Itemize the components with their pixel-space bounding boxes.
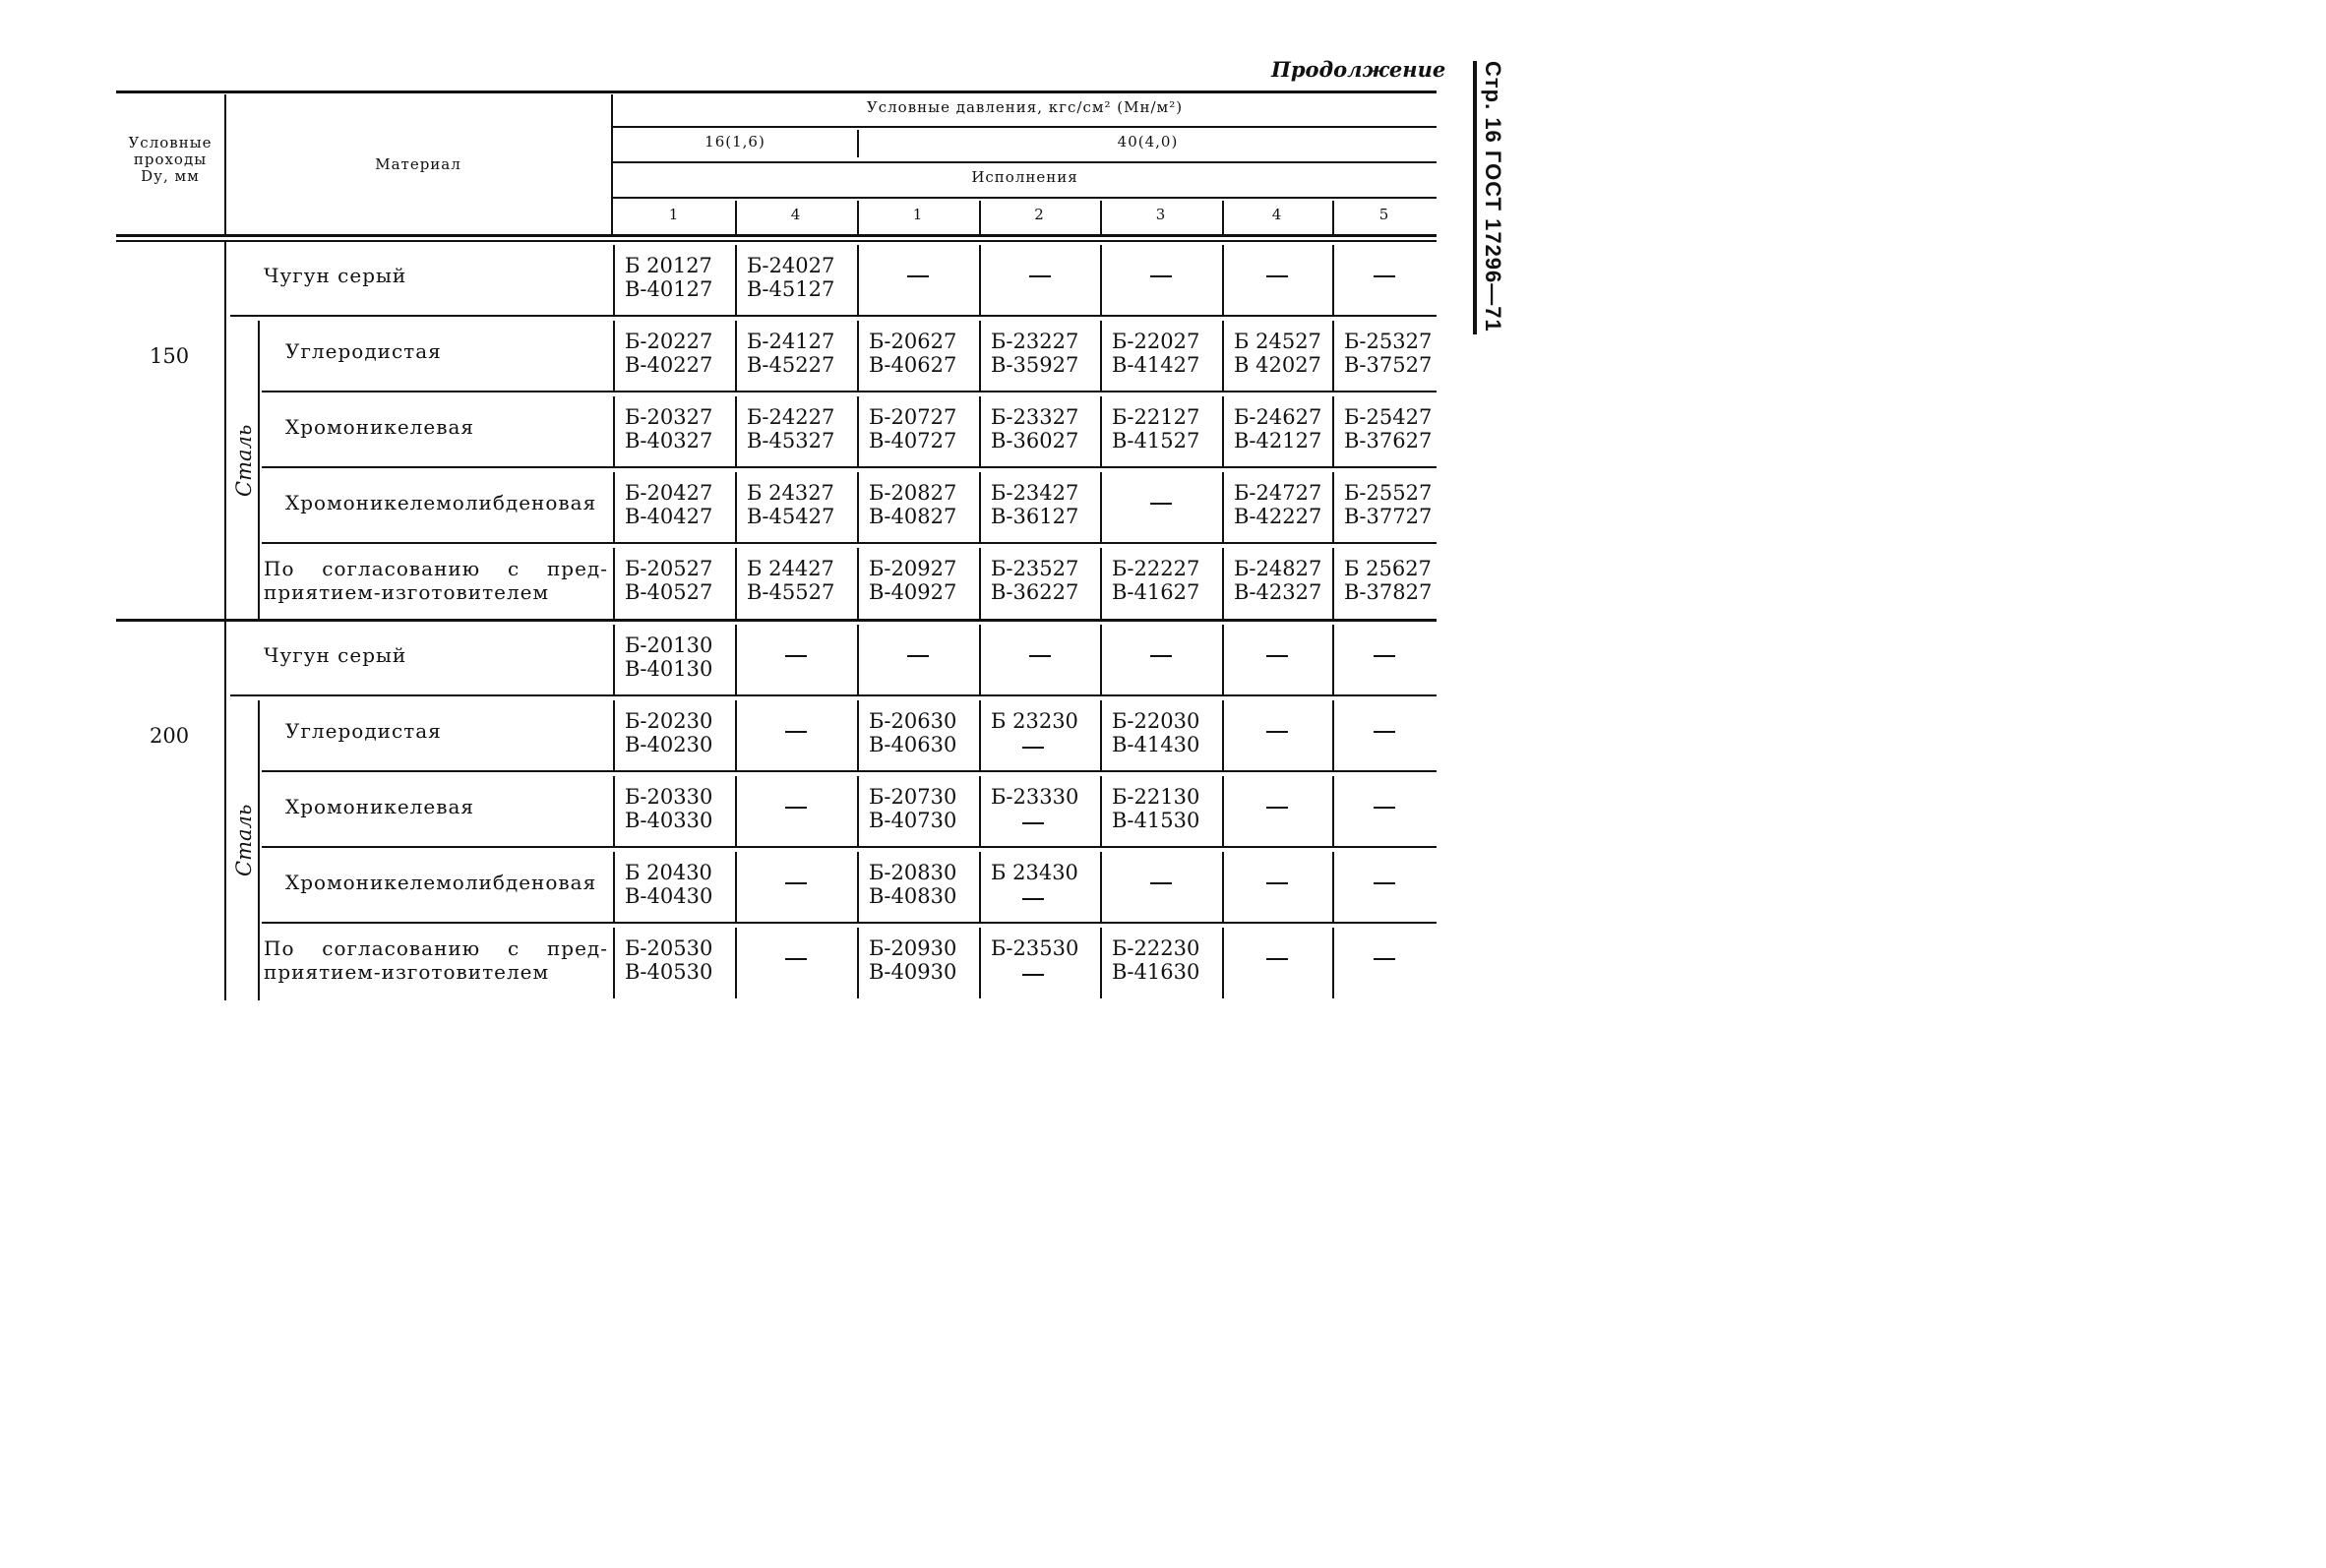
designation-cell-line2: В-37527: [1344, 352, 1433, 377]
empty-dash: [1266, 275, 1288, 277]
designation-cell-line1: Б 20127: [625, 253, 712, 277]
cell-divider: [1332, 776, 1334, 846]
cell-divider: [857, 776, 859, 846]
cell-divider: [735, 472, 737, 542]
cell-divider: [1100, 321, 1102, 391]
header-bottom-rule-2: [116, 240, 1437, 242]
designation-cell-line1: Б 20430: [625, 860, 712, 884]
cell-divider: [1332, 396, 1334, 466]
cell-divider: [613, 245, 615, 315]
designation-cell-line2: В-35927: [991, 352, 1079, 377]
designation-cell-line1: Б 23230: [991, 708, 1078, 733]
cell-divider: [979, 245, 981, 315]
designation-cell-line2: В-45127: [747, 276, 835, 301]
material-name: Углеродистая: [285, 718, 442, 743]
designation-cell-line2: В-42327: [1234, 580, 1322, 604]
cell-divider: [1222, 928, 1224, 998]
empty-dash: [1374, 807, 1395, 809]
empty-dash: [1029, 655, 1051, 657]
dn-divider: [224, 621, 226, 1000]
cell-divider: [613, 700, 615, 770]
cell-divider: [1100, 928, 1102, 998]
designation-cell-line2: В-40230: [625, 732, 713, 756]
empty-dash: [907, 655, 929, 657]
material-name-line1: По согласованию с пред-: [264, 557, 608, 580]
designation-cell-line1: Б-20330: [625, 784, 713, 809]
cell-divider: [735, 548, 737, 619]
designation-cell-line2: В-40327: [625, 428, 713, 452]
material-name: Хромоникелемолибденовая: [285, 490, 597, 514]
designation-cell-line1: Б-20927: [869, 557, 957, 580]
designation-cell-line1: Б-22230: [1112, 936, 1200, 960]
designation-cell-line2: В-41530: [1112, 808, 1200, 832]
cell-divider: [1332, 245, 1334, 315]
designation-cell-line1: Б-22027: [1112, 329, 1200, 353]
group-divider: [116, 619, 1437, 622]
designation-cell-line1: Б-20527: [625, 557, 713, 580]
cell-divider: [1222, 321, 1224, 391]
empty-dash: [1374, 275, 1395, 277]
cell-divider: [857, 396, 859, 466]
designation-cell-line2: В-37727: [1344, 504, 1433, 528]
designation-cell-line1: Б-20830: [869, 860, 957, 884]
empty-dash: [1022, 898, 1044, 900]
designation-cell-line1: Б 23430: [991, 860, 1078, 884]
designation-cell-line2: В-40430: [625, 883, 713, 908]
material-header: Материал: [375, 155, 461, 173]
cell-divider: [1332, 852, 1334, 922]
designation-cell-line2: В-40330: [625, 808, 713, 832]
cell-divider: [857, 321, 859, 391]
version-col-divider: [1100, 201, 1102, 234]
row-rule: [262, 922, 1437, 924]
designation-cell-line1: Б-23427: [991, 480, 1079, 505]
designation-cell-line2: В-40130: [625, 656, 713, 681]
version-col-header: 4: [790, 206, 802, 223]
cell-divider: [613, 625, 615, 694]
cell-divider: [857, 472, 859, 542]
material-name: [264, 936, 608, 984]
designation-cell-line2: В-42127: [1234, 428, 1322, 452]
designation-cell-line1: Б-20730: [869, 784, 957, 809]
designation-cell-line2: В-40730: [869, 808, 957, 832]
empty-dash: [1374, 655, 1395, 657]
designation-cell-line1: Б-23527: [991, 557, 1079, 580]
nominal-bore-header: Условные проходы Dу, мм: [128, 134, 213, 185]
nominal-bore-value: 150: [150, 344, 190, 368]
designation-cell-line2: В-45427: [747, 504, 835, 528]
cell-divider: [735, 321, 737, 391]
empty-dash: [1150, 275, 1172, 277]
cell-divider: [1100, 852, 1102, 922]
designation-cell-line1: Б-24227: [747, 404, 835, 429]
cell-divider: [735, 700, 737, 770]
designation-cell-line1: Б-20630: [869, 708, 957, 733]
designation-cell-line2: В-45227: [747, 352, 835, 377]
material-name: Хромоникелемолибденовая: [285, 870, 597, 894]
cell-divider: [1222, 776, 1224, 846]
designation-cell-line1: Б-20627: [869, 329, 957, 353]
designation-cell-line1: Б-25327: [1344, 329, 1433, 353]
material-name: Хромоникелевая: [285, 794, 475, 818]
designation-cell-line1: Б-20727: [869, 404, 957, 429]
version-col-header: 1: [668, 206, 680, 223]
designation-cell-line2: В-37627: [1344, 428, 1433, 452]
empty-dash: [1150, 882, 1172, 884]
pressure-40-header: 40(4,0): [1117, 133, 1179, 151]
version-col-divider: [1222, 201, 1224, 234]
designation-cell-line1: Б 24527: [1234, 329, 1321, 353]
cell-divider: [1332, 472, 1334, 542]
designation-cell-line1: Б-20930: [869, 936, 957, 960]
empty-dash: [1150, 503, 1172, 505]
cell-divider: [1332, 548, 1334, 619]
cell-divider: [857, 625, 859, 694]
cell-divider: [1222, 700, 1224, 770]
cell-divider: [613, 928, 615, 998]
designation-cell-line2: В-40727: [869, 428, 957, 452]
empty-dash: [1022, 747, 1044, 749]
designation-cell-line2: В-41527: [1112, 428, 1200, 452]
cell-divider: [979, 625, 981, 694]
cell-divider: [1222, 625, 1224, 694]
cell-divider: [613, 321, 615, 391]
designation-cell-line2: В-41627: [1112, 580, 1200, 604]
cell-divider: [979, 776, 981, 846]
cell-divider: [1222, 548, 1224, 619]
designation-cell-line1: Б-23330: [991, 784, 1079, 809]
cell-divider: [1222, 472, 1224, 542]
header-rule-pressure: [613, 126, 1437, 128]
designation-cell-line1: Б-24727: [1234, 480, 1322, 505]
versions-header: Исполнения: [971, 168, 1078, 186]
designation-cell-line2: В-45527: [747, 580, 835, 604]
designation-cell-line2: В-45327: [747, 428, 835, 452]
continuation-label: Продолжение: [1271, 57, 1446, 82]
steel-group-label: Сталь: [232, 804, 256, 876]
row-rule: [230, 694, 1437, 696]
empty-dash: [785, 958, 807, 960]
cell-divider: [857, 245, 859, 315]
material-name: Углеродистая: [285, 338, 442, 363]
designation-cell-line1: Б-22127: [1112, 404, 1200, 429]
designation-cell-line2: В-41430: [1112, 732, 1200, 756]
header-rule-pressure-values: [613, 161, 1437, 163]
cell-divider: [735, 245, 737, 315]
steel-group-label: Сталь: [232, 424, 256, 497]
empty-dash: [1374, 882, 1395, 884]
designation-cell-line1: Б 24427: [747, 557, 834, 580]
version-col-divider: [1332, 201, 1334, 234]
empty-dash: [1029, 275, 1051, 277]
version-col-divider: [735, 201, 737, 234]
cell-divider: [1222, 396, 1224, 466]
version-col-header: 5: [1378, 206, 1390, 223]
designation-cell-line1: Б-22130: [1112, 784, 1200, 809]
cell-divider: [1100, 700, 1102, 770]
nominal-bore-value: 200: [150, 724, 190, 748]
row-rule: [262, 542, 1437, 544]
designation-cell-line1: Б-20530: [625, 936, 713, 960]
designation-cell-line1: Б-20827: [869, 480, 957, 505]
version-col-header: 3: [1155, 206, 1167, 223]
side-page-header: Стр. 16 ГОСТ 17296—71: [1481, 61, 1505, 332]
designation-cell-line2: В-37827: [1344, 580, 1433, 604]
cell-divider: [1100, 625, 1102, 694]
cell-divider: [1332, 700, 1334, 770]
cell-divider: [1100, 776, 1102, 846]
designation-cell-line1: Б-24127: [747, 329, 835, 353]
cell-divider: [979, 700, 981, 770]
cell-divider: [1222, 245, 1224, 315]
designation-cell-line1: Б-25527: [1344, 480, 1433, 505]
cell-divider: [1100, 396, 1102, 466]
material-name: [264, 557, 608, 604]
row-rule: [262, 770, 1437, 772]
designation-cell-line1: Б-24027: [747, 253, 835, 277]
empty-dash: [1374, 731, 1395, 733]
cell-divider: [1332, 321, 1334, 391]
designation-cell-line2: В-36227: [991, 580, 1079, 604]
material-name-line1: По согласованию с пред-: [264, 936, 608, 960]
designation-cell-line1: Б-23227: [991, 329, 1079, 353]
steel-divider: [258, 700, 260, 1000]
version-col-divider: [857, 201, 859, 234]
designation-cell-line1: Б-20130: [625, 633, 713, 657]
header-rule-versions: [613, 197, 1437, 199]
cell-divider: [1100, 245, 1102, 315]
designation-cell-line1: Б-25427: [1344, 404, 1433, 429]
empty-dash: [1266, 731, 1288, 733]
cell-divider: [613, 548, 615, 619]
empty-dash: [1266, 958, 1288, 960]
material-name: Чугун серый: [264, 642, 407, 667]
cell-divider: [1332, 928, 1334, 998]
steel-divider: [258, 321, 260, 621]
designation-cell-line2: В-40930: [869, 960, 957, 984]
cell-divider: [735, 852, 737, 922]
header-bottom-rule: [116, 234, 1437, 237]
cell-divider: [979, 852, 981, 922]
empty-dash: [785, 807, 807, 809]
designation-cell-line1: Б 25627: [1344, 557, 1432, 580]
dn-divider: [224, 241, 226, 621]
empty-dash: [785, 655, 807, 657]
designation-cell-line2: В-40630: [869, 732, 957, 756]
designation-cell-line1: Б-23327: [991, 404, 1079, 429]
empty-dash: [1150, 655, 1172, 657]
side-rule: [1473, 61, 1477, 334]
pressure-header: Условные давления, кгс/см² (Мн/м²): [866, 98, 1184, 116]
designation-cell-line2: В-41630: [1112, 960, 1200, 984]
pressure-16-header: 16(1,6): [704, 133, 765, 151]
empty-dash: [1022, 974, 1044, 976]
designation-cell-line1: Б-23530: [991, 936, 1079, 960]
designation-cell-line2: В-40127: [625, 276, 713, 301]
cell-divider: [613, 776, 615, 846]
empty-dash: [1266, 807, 1288, 809]
designation-cell-line1: Б-24827: [1234, 557, 1322, 580]
version-col-header: 1: [912, 206, 924, 223]
designation-cell-line1: Б-20327: [625, 404, 713, 429]
designation-cell-line2: В-42227: [1234, 504, 1322, 528]
designation-cell-line2: В-40827: [869, 504, 957, 528]
cell-divider: [979, 928, 981, 998]
designation-cell-line2: В-40530: [625, 960, 713, 984]
cell-divider: [1100, 472, 1102, 542]
empty-dash: [907, 275, 929, 277]
designation-cell-line2: В-40830: [869, 883, 957, 908]
designation-cell-line1: Б 24327: [747, 480, 834, 505]
row-rule: [262, 846, 1437, 848]
empty-dash: [1022, 822, 1044, 824]
designation-cell-line2: В-40527: [625, 580, 713, 604]
table-top-rule: [116, 90, 1437, 93]
material-name: Хромоникелевая: [285, 414, 475, 439]
cell-divider: [613, 396, 615, 466]
empty-dash: [785, 882, 807, 884]
designation-cell-line2: В-40627: [869, 352, 957, 377]
version-col-header: 4: [1271, 206, 1283, 223]
designation-cell-line1: Б-22227: [1112, 557, 1200, 580]
designation-cell-line1: Б-22030: [1112, 708, 1200, 733]
empty-dash: [1374, 958, 1395, 960]
cell-divider: [1100, 548, 1102, 619]
document-page: [0, 0, 1523, 1028]
cell-divider: [979, 321, 981, 391]
cell-divider: [979, 472, 981, 542]
designation-cell-line2: В-40227: [625, 352, 713, 377]
designation-cell-line1: Б-20230: [625, 708, 713, 733]
designation-cell-line1: Б-24627: [1234, 404, 1322, 429]
designation-cell-line2: В-40927: [869, 580, 957, 604]
cell-divider: [735, 776, 737, 846]
material-name-line2: приятием-изготовителем: [264, 580, 550, 604]
designation-cell-line2: В-41427: [1112, 352, 1200, 377]
row-rule: [262, 391, 1437, 392]
cell-divider: [979, 396, 981, 466]
cell-divider: [735, 928, 737, 998]
empty-dash: [1266, 655, 1288, 657]
cell-divider: [1332, 625, 1334, 694]
material-name-line2: приятием-изготовителем: [264, 960, 550, 984]
empty-dash: [785, 731, 807, 733]
cell-divider: [1222, 852, 1224, 922]
cell-divider: [735, 625, 737, 694]
row-rule: [230, 315, 1437, 317]
cell-divider: [613, 852, 615, 922]
designation-cell-line2: В-40427: [625, 504, 713, 528]
cell-divider: [979, 548, 981, 619]
version-col-divider: [979, 201, 981, 234]
cell-divider: [613, 472, 615, 542]
cell-divider: [857, 852, 859, 922]
cell-divider: [857, 928, 859, 998]
material-name: Чугун серый: [264, 263, 407, 287]
designation-cell-line1: Б-20427: [625, 480, 713, 505]
row-rule: [262, 466, 1437, 468]
cell-divider: [857, 700, 859, 770]
designation-cell-line2: В 42027: [1234, 352, 1321, 377]
empty-dash: [1266, 882, 1288, 884]
cell-divider: [735, 396, 737, 466]
cell-divider: [857, 548, 859, 619]
designation-cell-line1: Б-20227: [625, 329, 713, 353]
designation-cell-line2: В-36027: [991, 428, 1079, 452]
designation-cell-line2: В-36127: [991, 504, 1079, 528]
version-col-header: 2: [1034, 206, 1045, 223]
